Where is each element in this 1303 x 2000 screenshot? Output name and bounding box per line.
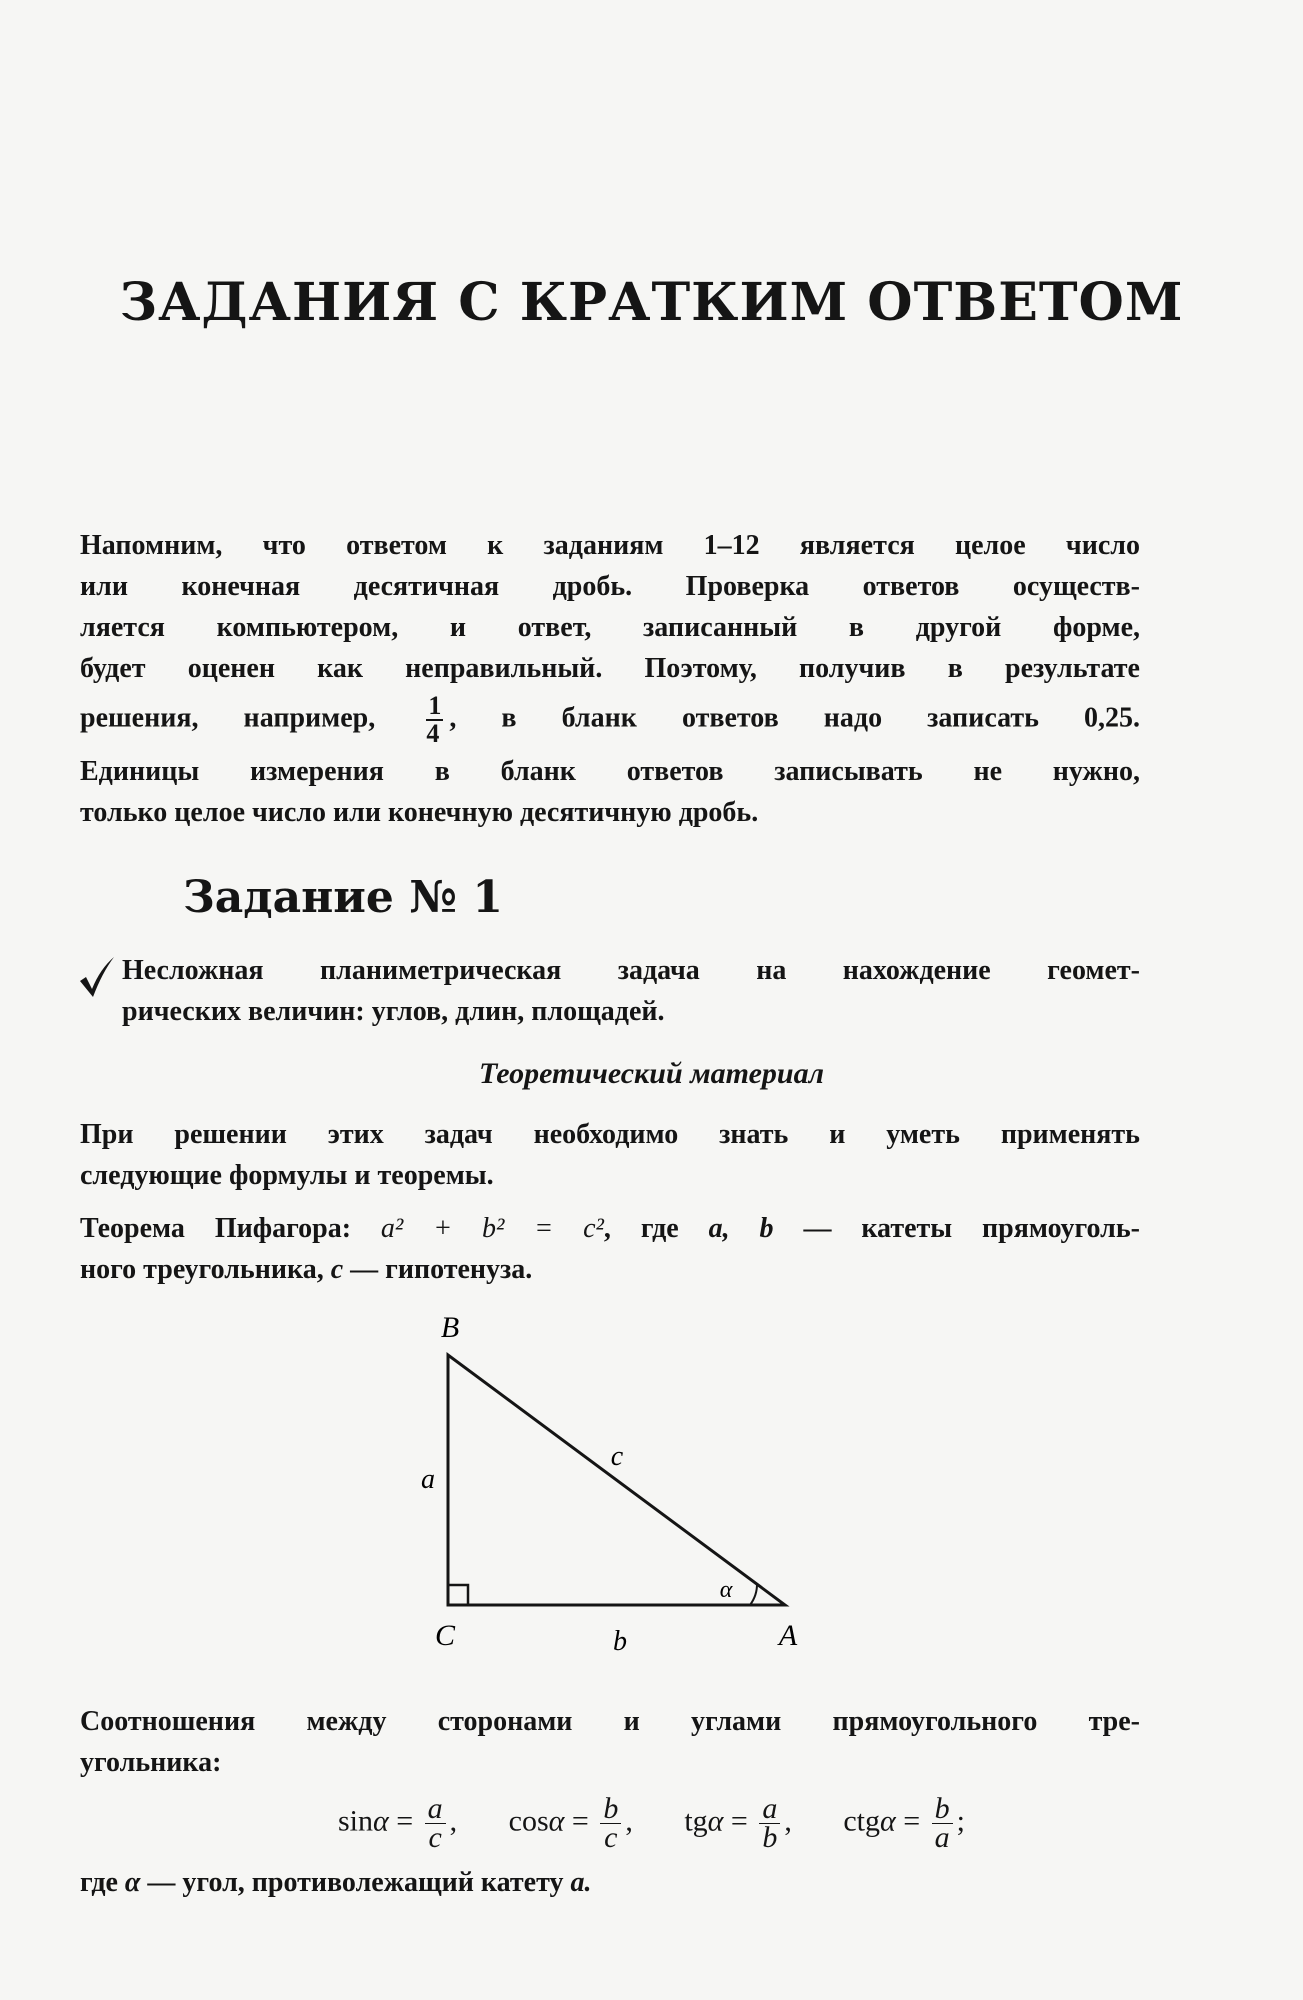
sin-num: a <box>425 1795 446 1824</box>
pythagoras-legs-desc: — катеты прямоуголь- <box>803 1213 1141 1244</box>
intro-line-5-post: , в бланк ответов надо записать 0,25. <box>449 702 1140 734</box>
pythagoras-paragraph <box>80 1208 1140 1290</box>
vertex-label-b: B <box>440 1311 460 1344</box>
checkmark-icon <box>76 955 116 999</box>
task-description-line-2: рических величин: углов, длин, площадей. <box>122 996 665 1027</box>
sin-fraction <box>425 1792 446 1854</box>
side-label-a: a <box>421 1464 435 1495</box>
relations-heading-line-1: Соотношения между сторонами и углами прямоугольного тре- <box>80 1706 1140 1737</box>
cos-fraction <box>600 1792 621 1854</box>
tg-den: b <box>762 1821 778 1854</box>
theory-line-1: При решении этих задач необходимо знать и уметь применять <box>80 1119 1140 1150</box>
ctg-var: α <box>880 1804 896 1838</box>
side-label-c: c <box>610 1441 624 1472</box>
relations-footer <box>80 1862 1140 1903</box>
intro-line-3: ляется компьютером, и ответ, записанный в другой форме, <box>80 612 1140 643</box>
intro-line-4: будет оценен как неправильный. Поэтому, получив в результате <box>80 653 1140 684</box>
cos-var: α <box>548 1804 565 1838</box>
cos-formula: cosα = $\frac{b}{c}$ , <box>508 1792 633 1854</box>
right-angle-mark <box>448 1585 468 1605</box>
pythagoras-line-2-post: — гипотенуза. <box>350 1254 533 1285</box>
vertex-label-c: C <box>434 1619 456 1652</box>
intro-line-2: или конечная десятичная дробь. Проверка ответов осуществ- <box>80 571 1140 602</box>
intro-line-5-pre: решения, например, <box>80 702 376 734</box>
pythagoras-where: , где <box>603 1213 679 1244</box>
fraction-numerator: 1 <box>428 691 442 720</box>
fraction-denominator: 4 <box>426 719 440 748</box>
task-description-line-1: Несложная планиметрическая задача на нахождение геомет- <box>122 955 1140 986</box>
footer-pre: где <box>80 1867 118 1898</box>
tg-fn: tg <box>684 1804 708 1838</box>
sin-formula: sinα = $\frac{a}{c}$ , <box>337 1792 458 1854</box>
ctg-formula: ctgα = $\frac{b}{a}$ ; <box>843 1792 966 1854</box>
pythagoras-hyp: c <box>330 1254 344 1285</box>
angle-arc <box>750 1583 757 1605</box>
vertex-label-a: A <box>778 1619 798 1652</box>
sin-var: α <box>372 1804 389 1838</box>
theory-line-2: следующие формулы и теоремы. <box>80 1160 494 1191</box>
sin-fn: sin <box>337 1804 373 1838</box>
task-heading: Задание № 1 <box>183 872 503 923</box>
theory-paragraph <box>80 1114 1140 1196</box>
pythagoras-line-2 <box>80 1249 1140 1290</box>
ctg-num: b <box>932 1795 953 1824</box>
intro-line-6: Единицы измерения в бланк ответов записывать не нужно, <box>80 756 1140 787</box>
tg-formula: tgα = $\frac{a}{b}$ , <box>684 1792 792 1854</box>
fraction-one-quarter <box>426 693 443 747</box>
pythagoras-label: Теорема Пифагора: <box>80 1213 352 1244</box>
sin-den: c <box>428 1821 442 1854</box>
angle-label-alpha: α <box>719 1577 733 1603</box>
cos-num: b <box>600 1795 621 1824</box>
page-title: ЗАДАНИЯ С КРАТКИМ ОТВЕТОМ <box>119 272 1184 333</box>
relations-heading-line-2: угольника: <box>80 1747 222 1778</box>
side-label-b: b <box>613 1626 627 1657</box>
ctg-den: a <box>934 1821 950 1854</box>
pythagoras-line-1 <box>80 1208 1140 1249</box>
tg-num: a <box>759 1795 780 1824</box>
triangle-shape <box>448 1355 785 1605</box>
task-description <box>122 950 1140 1032</box>
pythagoras-legs: a, b <box>708 1213 774 1244</box>
relations-footer-line <box>80 1862 1140 1903</box>
footer-mid: — угол, противолежащий катету <box>147 1867 564 1898</box>
tg-var: α <box>707 1804 724 1838</box>
intro-line-7: только целое число или конечную десятичную дробь. <box>80 797 759 828</box>
cos-fn: cos <box>508 1804 549 1838</box>
pythagoras-formula: a² + b² = c² <box>380 1213 604 1244</box>
intro-line-1: Напомним, что ответом к заданиям 1–12 является целое число <box>80 530 1140 561</box>
right-triangle-diagram <box>380 1305 840 1675</box>
relations-heading <box>80 1701 1140 1783</box>
tg-fraction <box>759 1792 780 1854</box>
theory-subheading: Теоретический материал <box>478 1057 825 1090</box>
intro-line-5 <box>80 693 1140 747</box>
cos-den: c <box>604 1821 618 1854</box>
ctg-fn: ctg <box>843 1804 880 1838</box>
trig-formulas <box>0 1792 1303 1854</box>
ctg-fraction <box>932 1792 953 1854</box>
intro-paragraph <box>80 525 1140 833</box>
footer-a: a. <box>570 1867 592 1898</box>
pythagoras-line-2-pre: ного треугольника, <box>80 1254 324 1285</box>
footer-alpha: α <box>124 1867 141 1898</box>
